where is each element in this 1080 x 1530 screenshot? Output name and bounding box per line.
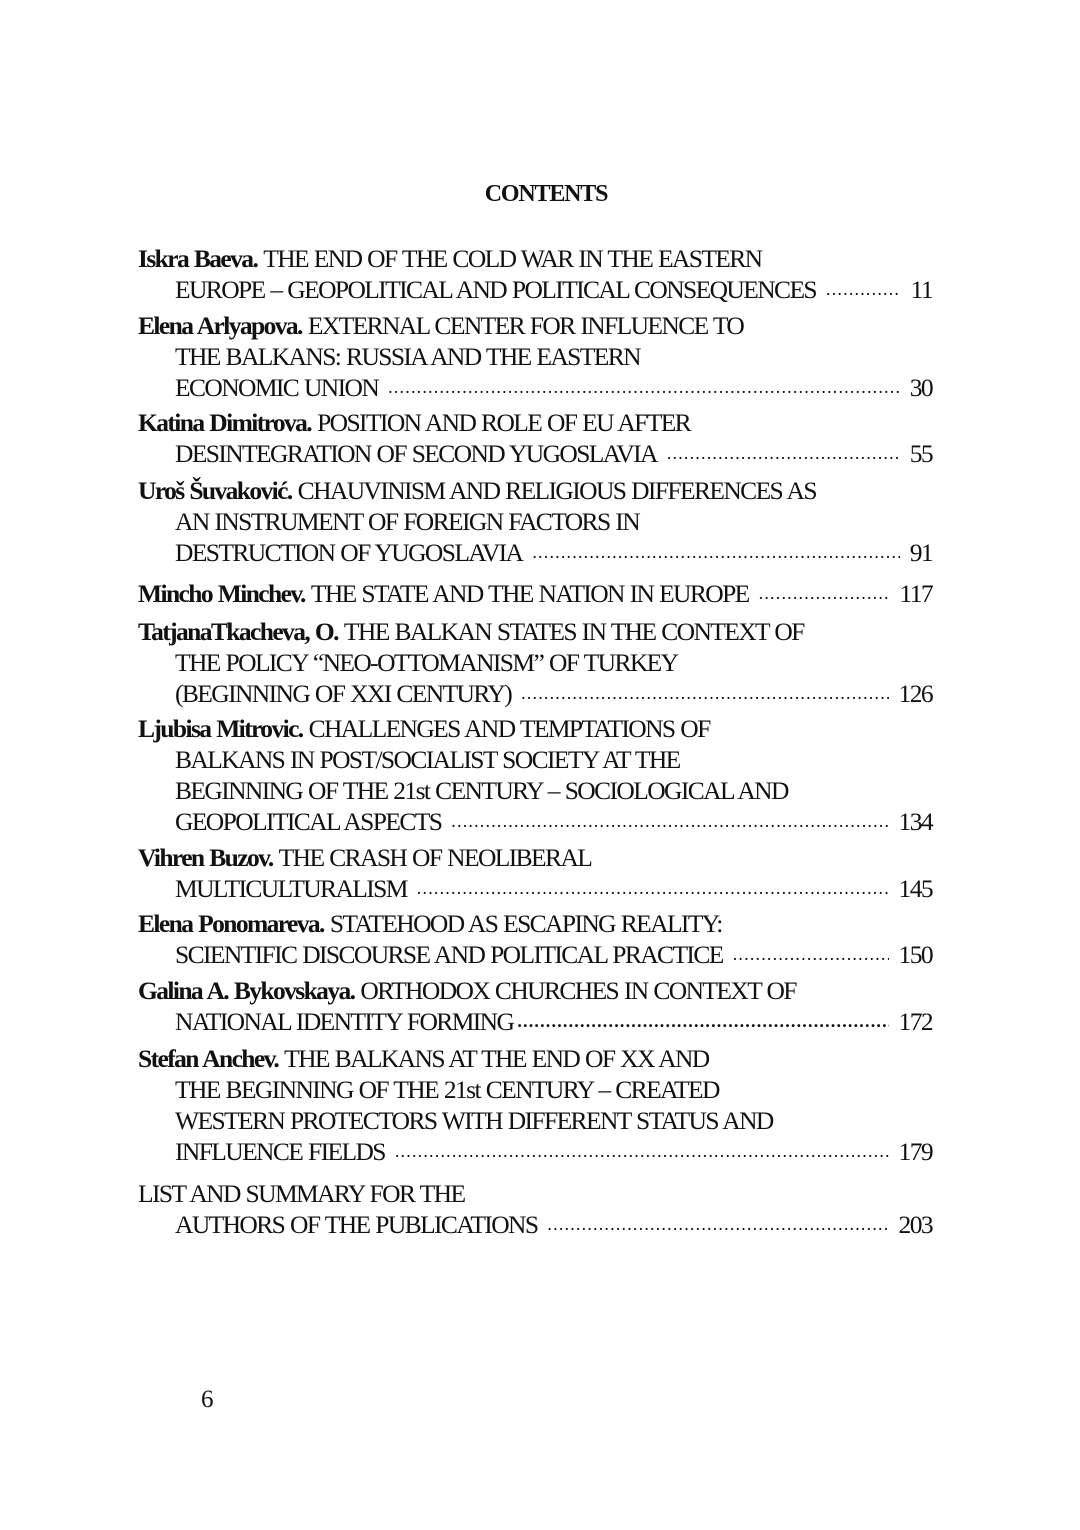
- toc-line: [138, 243, 932, 274]
- entry-page-number: 150: [898, 940, 932, 969]
- dot-leader: [532, 537, 899, 568]
- toc-line: [138, 1178, 932, 1209]
- toc-entry: [138, 407, 932, 469]
- dot-leader: [759, 578, 890, 609]
- entry-title: BALKANS IN POST/SOCIALIST SOCIETY AT THE: [175, 745, 680, 774]
- entry-page-number: 126: [898, 679, 932, 708]
- dot-leader: [733, 939, 889, 970]
- entry-title: GEOPOLITICAL ASPECTS: [175, 807, 442, 836]
- toc-entry: [138, 713, 932, 837]
- author-name: Katina Dimitrova.: [138, 408, 312, 437]
- entry-title: DESTRUCTION OF YUGOSLAVIA: [175, 538, 523, 567]
- entry-title: CHALLENGES AND TEMPTATIONS OF: [308, 714, 710, 743]
- author-name: Elena Ponomareva.: [138, 909, 324, 938]
- dot-leader: [826, 274, 901, 305]
- entry-title: EXTERNAL CENTER FOR INFLUENCE TO: [307, 311, 744, 340]
- toc-line: [138, 975, 932, 1006]
- author-name: Iskra Baeva.: [138, 244, 258, 273]
- dot-leader: [517, 1006, 888, 1037]
- entry-title: LIST AND SUMMARY FOR THE: [138, 1179, 465, 1208]
- entry-title: STATEHOOD AS ESCAPING REALITY:: [329, 909, 722, 938]
- entry-title: SCIENTIFIC DISCOURSE AND POLITICAL PRACTICE: [175, 940, 723, 969]
- toc-line: [138, 744, 932, 775]
- author-name: Ljubisa Mitrovic.: [138, 714, 303, 743]
- entry-page-number: 145: [898, 874, 932, 903]
- toc-line: [138, 372, 932, 403]
- toc-line: [138, 1043, 932, 1074]
- entry-title: THE POLICY “NEO-OTTOMANISM” OF TURKEY: [175, 648, 678, 677]
- author-name: Elena Arlyapova.: [138, 311, 302, 340]
- entry-title: INFLUENCE FIELDS: [175, 1137, 385, 1166]
- entry-title: ECONOMIC UNION: [175, 373, 379, 402]
- entry-page-number: 172: [898, 1007, 932, 1036]
- toc-entry: [138, 616, 932, 709]
- toc-line: [138, 1209, 932, 1240]
- toc-line: [138, 475, 932, 506]
- entry-title: THE STATE AND THE NATION IN EUROPE: [310, 579, 749, 608]
- toc-line: [138, 1105, 932, 1136]
- entry-title: CHAUVINISM AND RELIGIOUS DIFFERENCES AS: [297, 476, 816, 505]
- toc-line: [138, 908, 932, 939]
- author-name: Uroš Šuvaković.: [138, 476, 292, 505]
- author-name: TatjanaTkacheva, O.: [138, 617, 338, 646]
- toc-line: [138, 1136, 932, 1167]
- toc-line: [138, 713, 932, 744]
- entry-title: THE BEGINNING OF THE 21st CENTURY – CREATED: [175, 1075, 719, 1104]
- toc-entry: [138, 1043, 932, 1167]
- toc-line: [138, 341, 932, 372]
- dot-leader: [451, 806, 888, 837]
- toc-line: [138, 578, 932, 609]
- toc-entry: [138, 475, 932, 568]
- author-name: Stefan Anchev.: [138, 1044, 279, 1073]
- toc-line: [138, 274, 932, 305]
- dot-leader: [417, 873, 889, 904]
- toc-line: [138, 1074, 932, 1105]
- entry-title: POSITION AND ROLE OF EU AFTER: [317, 408, 691, 437]
- dot-leader: [547, 1209, 888, 1240]
- entry-page-number: 179: [898, 1137, 932, 1166]
- dot-leader: [388, 372, 900, 403]
- toc-line: [138, 939, 932, 970]
- toc-line: [138, 310, 932, 341]
- entry-title: AN INSTRUMENT OF FOREIGN FACTORS IN: [175, 507, 640, 536]
- toc-line: [138, 775, 932, 806]
- toc-line: [138, 806, 932, 837]
- toc-line: [138, 407, 932, 438]
- entry-page-number: 30: [909, 373, 932, 402]
- toc-line: [138, 678, 932, 709]
- entry-page-number: 91: [909, 538, 932, 567]
- toc-line: [138, 506, 932, 537]
- toc-line: [138, 616, 932, 647]
- entry-title: WESTERN PROTECTORS WITH DIFFERENT STATUS AND: [175, 1106, 773, 1135]
- entry-title: THE BALKAN STATES IN THE CONTEXT OF: [343, 617, 804, 646]
- contents-heading: CONTENTS: [484, 181, 608, 207]
- entry-page-number: 11: [910, 275, 932, 304]
- entry-title: DESINTEGRATION OF SECOND YUGOSLAVIA: [175, 439, 657, 468]
- entry-title: THE BALKANS: RUSSIA AND THE EASTERN: [175, 342, 640, 371]
- toc-entry: [138, 310, 932, 403]
- toc-line: [138, 842, 932, 873]
- toc-line: [138, 438, 932, 469]
- toc-entry: [138, 578, 932, 609]
- entry-title: NATIONAL IDENTITY FORMING: [175, 1007, 514, 1036]
- toc-entry: [138, 842, 932, 904]
- entry-page-number: 55: [909, 439, 932, 468]
- entry-title: BEGINNING OF THE 21st CENTURY – SOCIOLOGICAL AND: [175, 776, 788, 805]
- entry-title: EUROPE – GEOPOLITICAL AND POLITICAL CONSEQUENCES: [175, 275, 817, 304]
- entry-title: THE BALKANS AT THE END OF XX AND: [284, 1044, 709, 1073]
- toc-entry: [138, 1178, 932, 1240]
- dot-leader: [395, 1136, 889, 1167]
- entry-title: MULTICULTURALISM: [175, 874, 407, 903]
- toc-entry: [138, 243, 932, 305]
- entry-page-number: 134: [898, 807, 932, 836]
- toc-line: [138, 873, 932, 904]
- author-name: Vihren Buzov.: [138, 843, 273, 872]
- toc-entry: [138, 908, 932, 970]
- entry-page-number: 203: [898, 1210, 932, 1239]
- entry-page-number: 117: [899, 579, 932, 608]
- entry-title: AUTHORS OF THE PUBLICATIONS: [175, 1210, 538, 1239]
- toc-line: [138, 1006, 932, 1037]
- dot-leader: [521, 678, 888, 709]
- entry-title: ORTHODOX CHURCHES IN CONTEXT OF: [360, 976, 796, 1005]
- author-name: Mincho Minchev.: [138, 579, 305, 608]
- toc-line: [138, 537, 932, 568]
- entry-title: THE CRASH OF NEOLIBERAL: [278, 843, 592, 872]
- author-name: Galina A. Bykovskaya.: [138, 976, 355, 1005]
- toc-line: [138, 647, 932, 678]
- entry-title: (BEGINNING OF XXI CENTURY): [175, 679, 512, 708]
- page-number: 6: [201, 1386, 214, 1413]
- dot-leader: [667, 438, 900, 469]
- entry-title: THE END OF THE COLD WAR IN THE EASTERN: [263, 244, 762, 273]
- toc-entry: [138, 975, 932, 1037]
